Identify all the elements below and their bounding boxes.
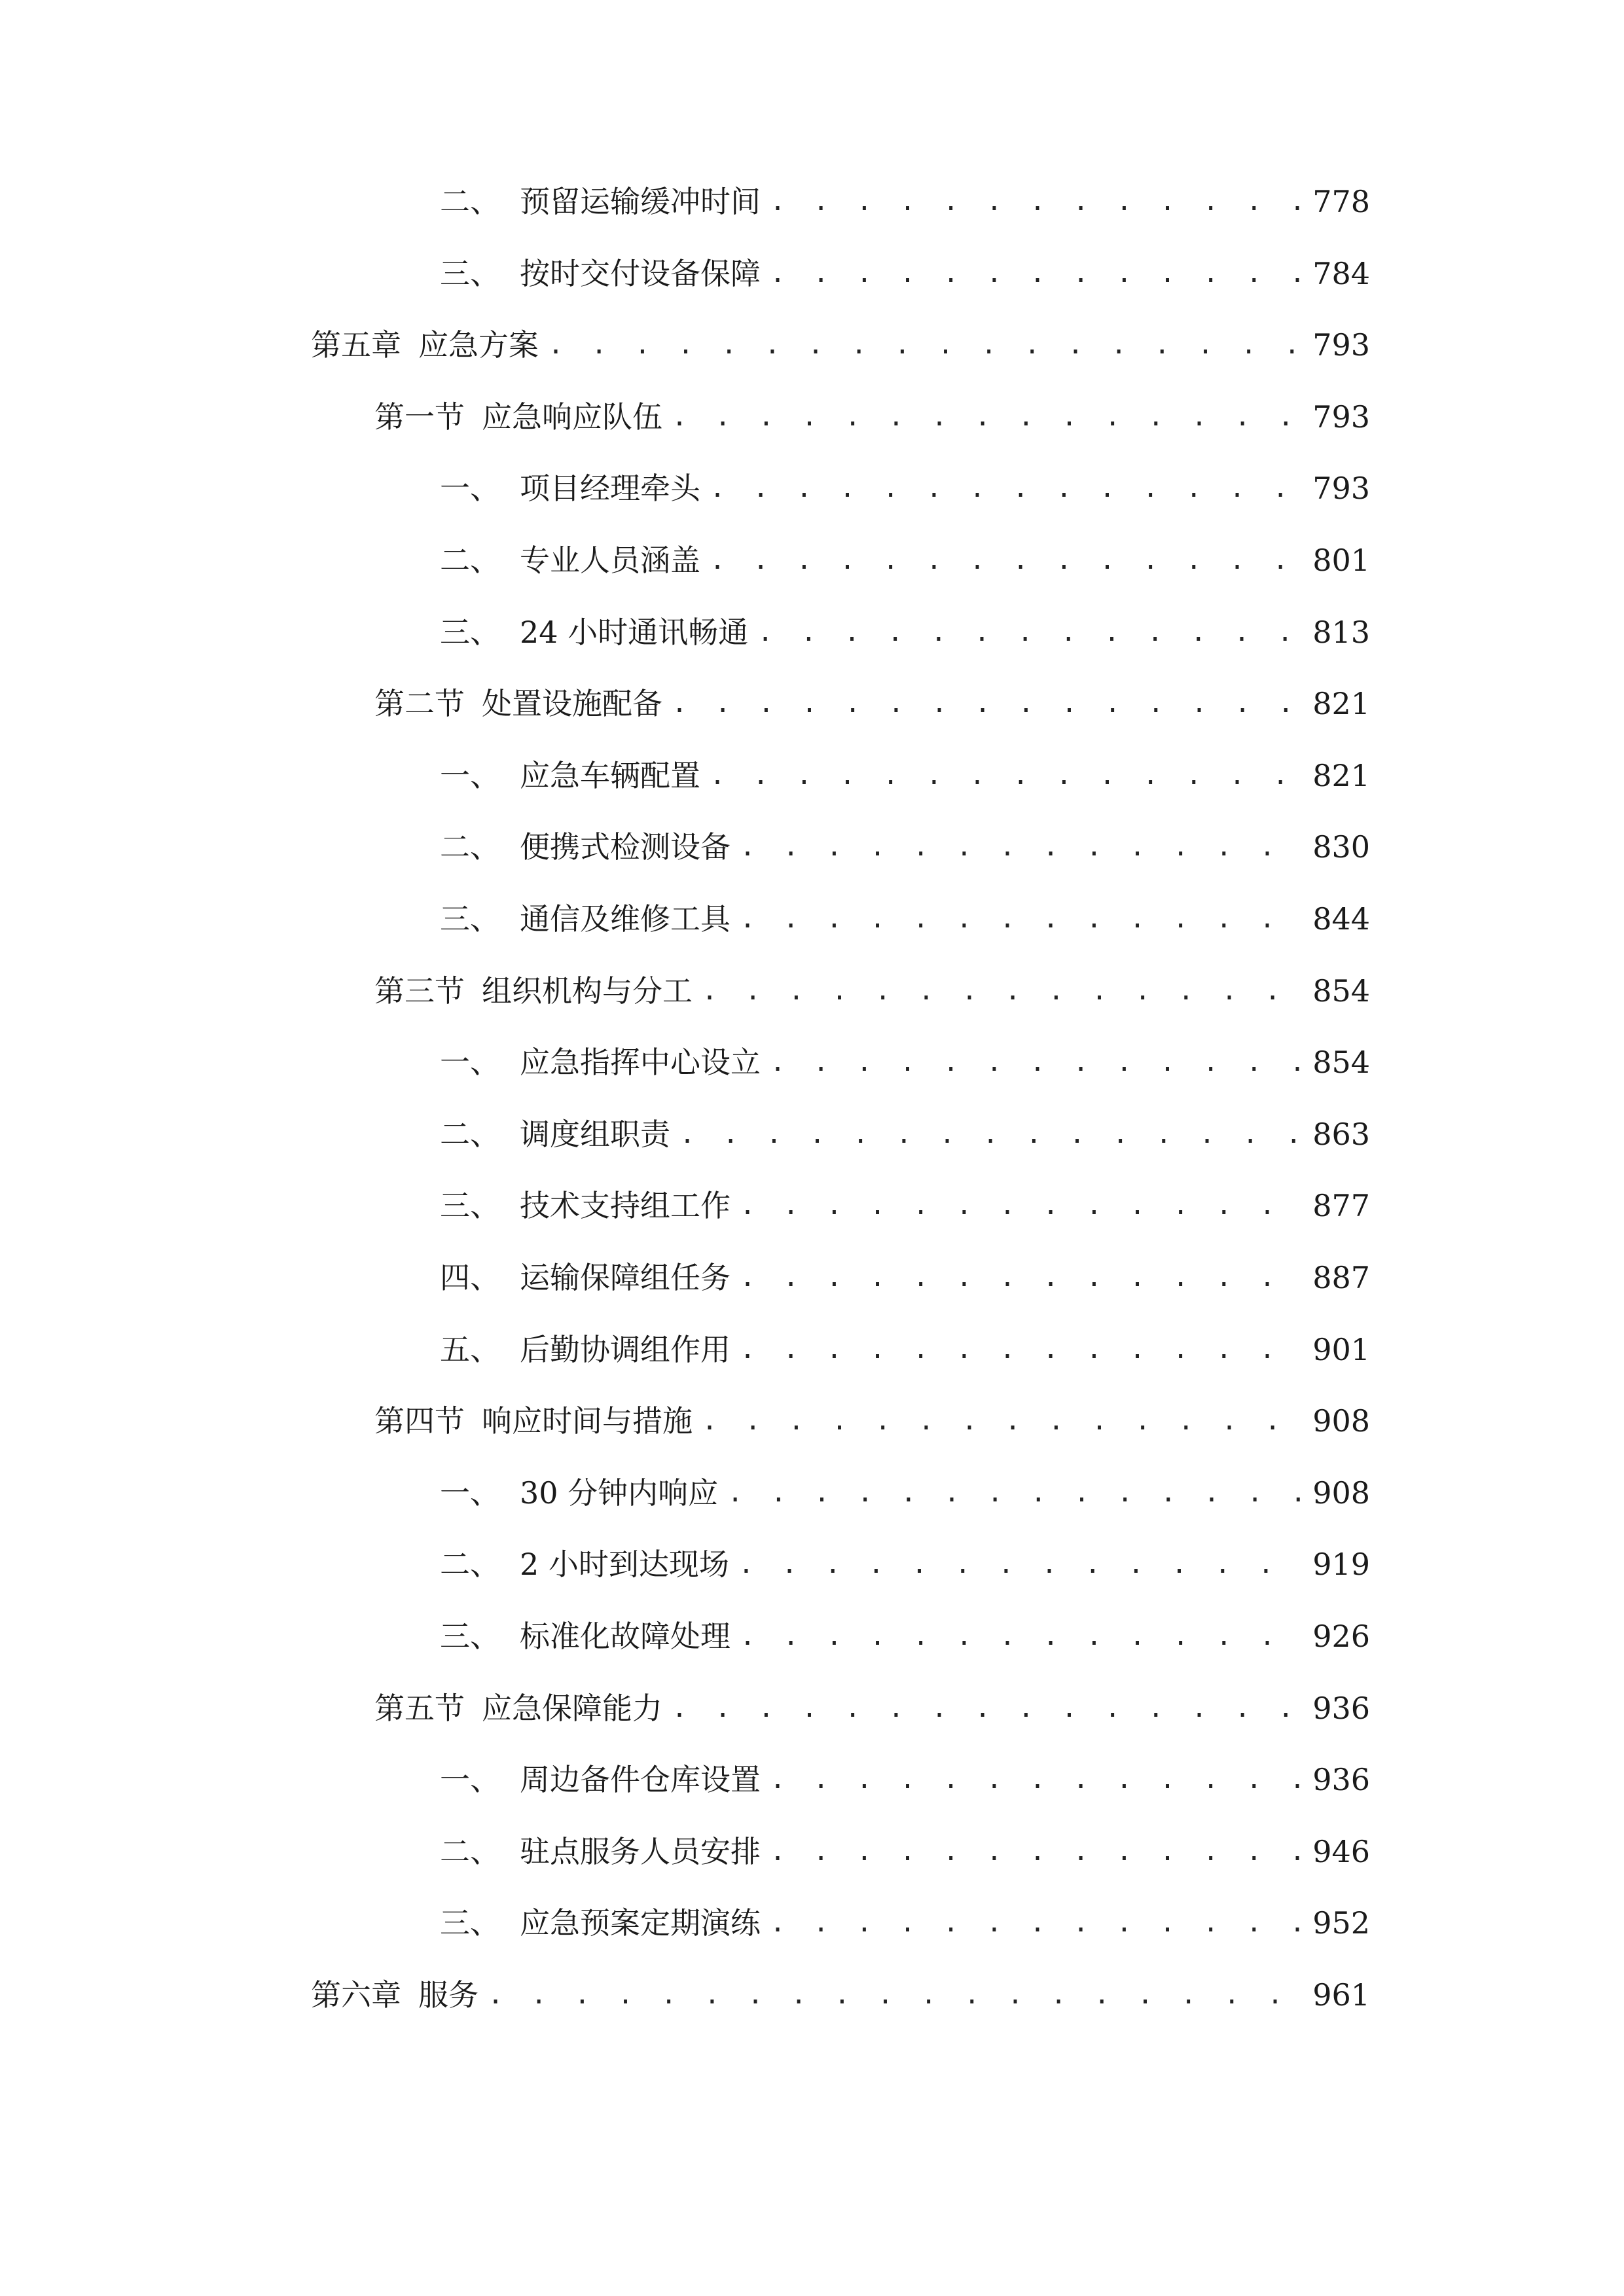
toc-entry-number: 二、 xyxy=(440,184,500,219)
toc-entry-page-number: 919 xyxy=(1312,1547,1370,1582)
toc-entry-number: 第一节 xyxy=(374,399,465,435)
toc-entry-title: 30 分钟内响应 xyxy=(520,1475,719,1511)
toc-entry-number: 一、 xyxy=(440,1475,500,1511)
toc-entry-title: 标准化故障处理 xyxy=(520,1619,731,1654)
toc-entry-page-number: 863 xyxy=(1312,1117,1370,1152)
toc-entry-title: 周边备件仓库设置 xyxy=(520,1762,761,1797)
toc-dot-leader xyxy=(770,1753,1305,1806)
toc-entry-number: 一、 xyxy=(440,1762,500,1797)
toc-entry-page-number: 877 xyxy=(1312,1188,1370,1223)
toc-entry-title: 项目经理牵头 xyxy=(520,471,700,506)
toc-entry-title: 按时交付设备保障 xyxy=(520,256,761,291)
toc-dot-leader xyxy=(740,1323,1305,1376)
toc-dot-leader xyxy=(727,1467,1305,1519)
toc-entry-page-number: 936 xyxy=(1312,1691,1370,1726)
toc-entry-page-number: 961 xyxy=(1312,1977,1370,2013)
toc-entry xyxy=(311,1969,1370,2021)
toc-entry-number: 二、 xyxy=(440,543,500,578)
toc-entry-page-number: 793 xyxy=(1312,471,1370,506)
toc-entry xyxy=(440,462,1370,514)
toc-entry-number: 三、 xyxy=(440,1188,500,1223)
toc-entry-title: 预留运输缓冲时间 xyxy=(520,184,761,219)
toc-entry-page-number: 813 xyxy=(1312,615,1370,650)
toc-entry-title: 应急车辆配置 xyxy=(520,758,700,793)
toc-entry xyxy=(374,965,1370,1017)
toc-dot-leader xyxy=(770,1897,1305,1949)
toc-entry-title: 服务 xyxy=(418,1977,478,2013)
toc-entry-number: 三、 xyxy=(440,901,500,937)
toc-entry xyxy=(440,247,1370,300)
toc-entry xyxy=(440,175,1370,228)
toc-entry-number: 三、 xyxy=(440,615,500,650)
toc-entry xyxy=(440,1610,1370,1662)
toc-entry xyxy=(440,1036,1370,1088)
toc-entry-number: 第二节 xyxy=(374,686,465,721)
toc-dot-leader xyxy=(740,1179,1305,1232)
toc-entry-title: 应急方案 xyxy=(418,327,539,363)
toc-entry-page-number: 887 xyxy=(1312,1260,1370,1295)
toc-entry xyxy=(440,1825,1370,1878)
toc-entry-number: 一、 xyxy=(440,1045,500,1080)
toc-entry-title: 便携式检测设备 xyxy=(520,829,731,865)
toc-entry-number: 二、 xyxy=(440,1117,500,1152)
toc-entry-number: 三、 xyxy=(440,1905,500,1941)
toc-entry-title: 调度组职责 xyxy=(520,1117,670,1152)
toc-entry-title: 驻点服务人员安排 xyxy=(520,1834,761,1869)
toc-dot-leader xyxy=(740,1610,1305,1662)
toc-entry-number: 三、 xyxy=(440,256,500,291)
toc-entry-page-number: 901 xyxy=(1312,1332,1370,1367)
toc-dot-leader xyxy=(740,1251,1305,1304)
toc-entry-page-number: 793 xyxy=(1312,327,1370,363)
toc-entry-page-number: 784 xyxy=(1312,256,1370,291)
toc-entry-title: 组织机构与分工 xyxy=(482,973,693,1009)
toc-entry-title: 运输保障组任务 xyxy=(520,1260,731,1295)
toc-entry-title: 2 小时到达现场 xyxy=(520,1547,729,1582)
toc-entry-number: 第三节 xyxy=(374,973,465,1009)
toc-entry xyxy=(440,1179,1370,1232)
toc-dot-leader xyxy=(548,319,1305,371)
toc-dot-leader xyxy=(710,749,1305,802)
toc-entry-title: 应急指挥中心设立 xyxy=(520,1045,761,1080)
toc-entry-number: 第六章 xyxy=(311,1977,401,2013)
toc-entry-title: 应急保障能力 xyxy=(482,1691,662,1726)
toc-dot-leader xyxy=(740,893,1305,945)
toc-entry xyxy=(440,893,1370,945)
toc-entry xyxy=(440,749,1370,802)
toc-entry xyxy=(440,1108,1370,1160)
toc-entry-number: 二、 xyxy=(440,1547,500,1582)
toc-dot-leader xyxy=(770,1825,1305,1878)
toc-dot-leader xyxy=(770,247,1305,300)
toc-entry-page-number: 926 xyxy=(1312,1619,1370,1654)
toc-entry xyxy=(440,821,1370,873)
toc-entry-number: 第五章 xyxy=(311,327,401,363)
toc-entry xyxy=(374,391,1370,443)
toc-dot-leader xyxy=(710,534,1305,586)
toc-entry-page-number: 821 xyxy=(1312,758,1370,793)
toc-entry xyxy=(440,1538,1370,1590)
toc-dot-leader xyxy=(672,1682,1305,1734)
toc-entry-number: 三、 xyxy=(440,1619,500,1654)
toc-dot-leader xyxy=(770,175,1305,228)
toc-entry-number: 第五节 xyxy=(374,1691,465,1726)
toc-entry-title: 专业人员涵盖 xyxy=(520,543,700,578)
toc-entry-page-number: 793 xyxy=(1312,399,1370,435)
toc-entry xyxy=(440,1323,1370,1376)
toc-dot-leader xyxy=(770,1036,1305,1088)
toc-dot-leader xyxy=(488,1969,1305,2021)
toc-entry xyxy=(440,534,1370,586)
toc-entry xyxy=(374,1395,1370,1447)
toc-entry-page-number: 908 xyxy=(1312,1475,1370,1511)
toc-entry-title: 24 小时通讯畅通 xyxy=(520,615,749,650)
toc-entry-number: 一、 xyxy=(440,471,500,506)
toc-entry-number: 二、 xyxy=(440,1834,500,1869)
toc-entry-page-number: 946 xyxy=(1312,1834,1370,1869)
toc-dot-leader xyxy=(702,965,1305,1017)
toc-entry-title: 后勤协调组作用 xyxy=(520,1332,731,1367)
toc-dot-leader xyxy=(672,677,1305,730)
toc-entry-title: 处置设施配备 xyxy=(482,686,662,721)
toc-entry-title: 应急响应队伍 xyxy=(482,399,662,435)
toc-dot-leader xyxy=(672,391,1305,443)
toc-dot-leader xyxy=(757,606,1305,658)
toc-entry-number: 第四节 xyxy=(374,1403,465,1439)
toc-dot-leader xyxy=(702,1395,1305,1447)
toc-entry-number: 四、 xyxy=(440,1260,500,1295)
toc-entry-page-number: 936 xyxy=(1312,1762,1370,1797)
toc-entry xyxy=(440,606,1370,658)
toc-entry-page-number: 908 xyxy=(1312,1403,1370,1439)
toc-entry-page-number: 801 xyxy=(1312,543,1370,578)
toc-entry xyxy=(311,319,1370,371)
toc-entry-number: 二、 xyxy=(440,829,500,865)
toc-entry-title: 应急预案定期演练 xyxy=(520,1905,761,1941)
toc-entry xyxy=(440,1251,1370,1304)
toc-dot-leader xyxy=(740,821,1305,873)
toc-entry-title: 响应时间与措施 xyxy=(482,1403,693,1439)
toc-entry xyxy=(374,677,1370,730)
toc-entry-title: 通信及维修工具 xyxy=(520,901,731,937)
toc-entry-page-number: 830 xyxy=(1312,829,1370,865)
toc-dot-leader xyxy=(738,1538,1305,1590)
toc-entry xyxy=(440,1753,1370,1806)
toc-entry-page-number: 821 xyxy=(1312,686,1370,721)
toc-dot-leader xyxy=(710,462,1305,514)
toc-entry-page-number: 844 xyxy=(1312,901,1370,937)
toc-entry-number: 一、 xyxy=(440,758,500,793)
toc-entry xyxy=(440,1467,1370,1519)
toc-entry-number: 五、 xyxy=(440,1332,500,1367)
toc-entry-page-number: 952 xyxy=(1312,1905,1370,1941)
toc-dot-leader xyxy=(679,1108,1305,1160)
toc-entry-title: 技术支持组工作 xyxy=(520,1188,731,1223)
toc-entry-page-number: 854 xyxy=(1312,1045,1370,1080)
toc-entry xyxy=(440,1897,1370,1949)
toc-entry-page-number: 854 xyxy=(1312,973,1370,1009)
toc-entry xyxy=(374,1682,1370,1734)
toc-entry-page-number: 778 xyxy=(1312,184,1370,219)
